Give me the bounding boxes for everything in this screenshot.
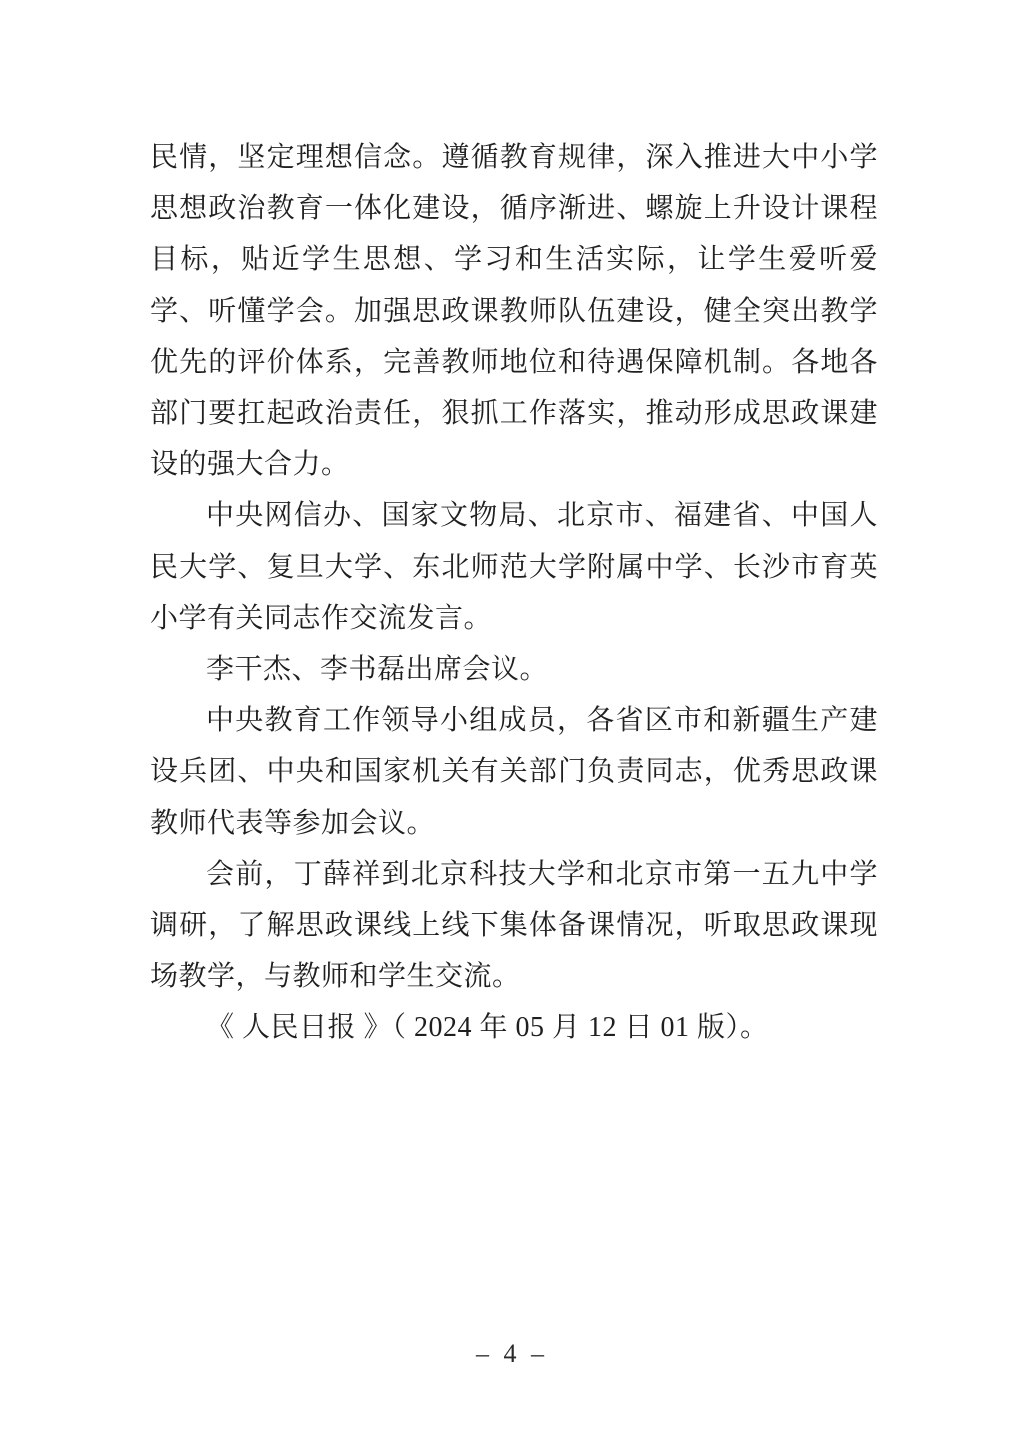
paragraph: 民情，坚定理想信念。遵循教育规律，深入推进大中小学思想政治教育一体化建设，循序渐进、螺旋上升设计课程目标，贴近学生思想、学习和生活实际，让学生爱听爱学、听懂学会。加强思政课教师队伍建设，健全突出教学优先的评价体系，完善教师地位和待遇保障机制。各地各部门要扛起政治责任，狠抓工作落实，推动形成思政课建设的强大合力。 [150, 142, 878, 481]
paragraph: 《 人民日报 》（ 2024 年 05 月 12 日 01 版）。 [206, 1012, 769, 1044]
paragraph: 中央教育工作领导小组成员，各省区市和新疆生产建设兵团、中央和国家机关有关部门负责同志，优秀思政课教师代表等参加会议。 [150, 705, 878, 839]
paragraph: 中央网信办、国家文物局、北京市、福建省、中国人民大学、复旦大学、东北师范大学附属中学、长沙市育英小学有关同志作交流发言。 [150, 500, 878, 634]
page-number: – 4 – [476, 1339, 548, 1368]
paragraph: 会前，丁薛祥到北京科技大学和北京市第一五九中学调研，了解思政课线上线下集体备课情况，听取思政课现场教学，与教师和学生交流。 [150, 858, 878, 993]
paragraph: 李干杰、李书磊出席会议。 [206, 654, 549, 686]
document-body-text [150, 132, 878, 1054]
